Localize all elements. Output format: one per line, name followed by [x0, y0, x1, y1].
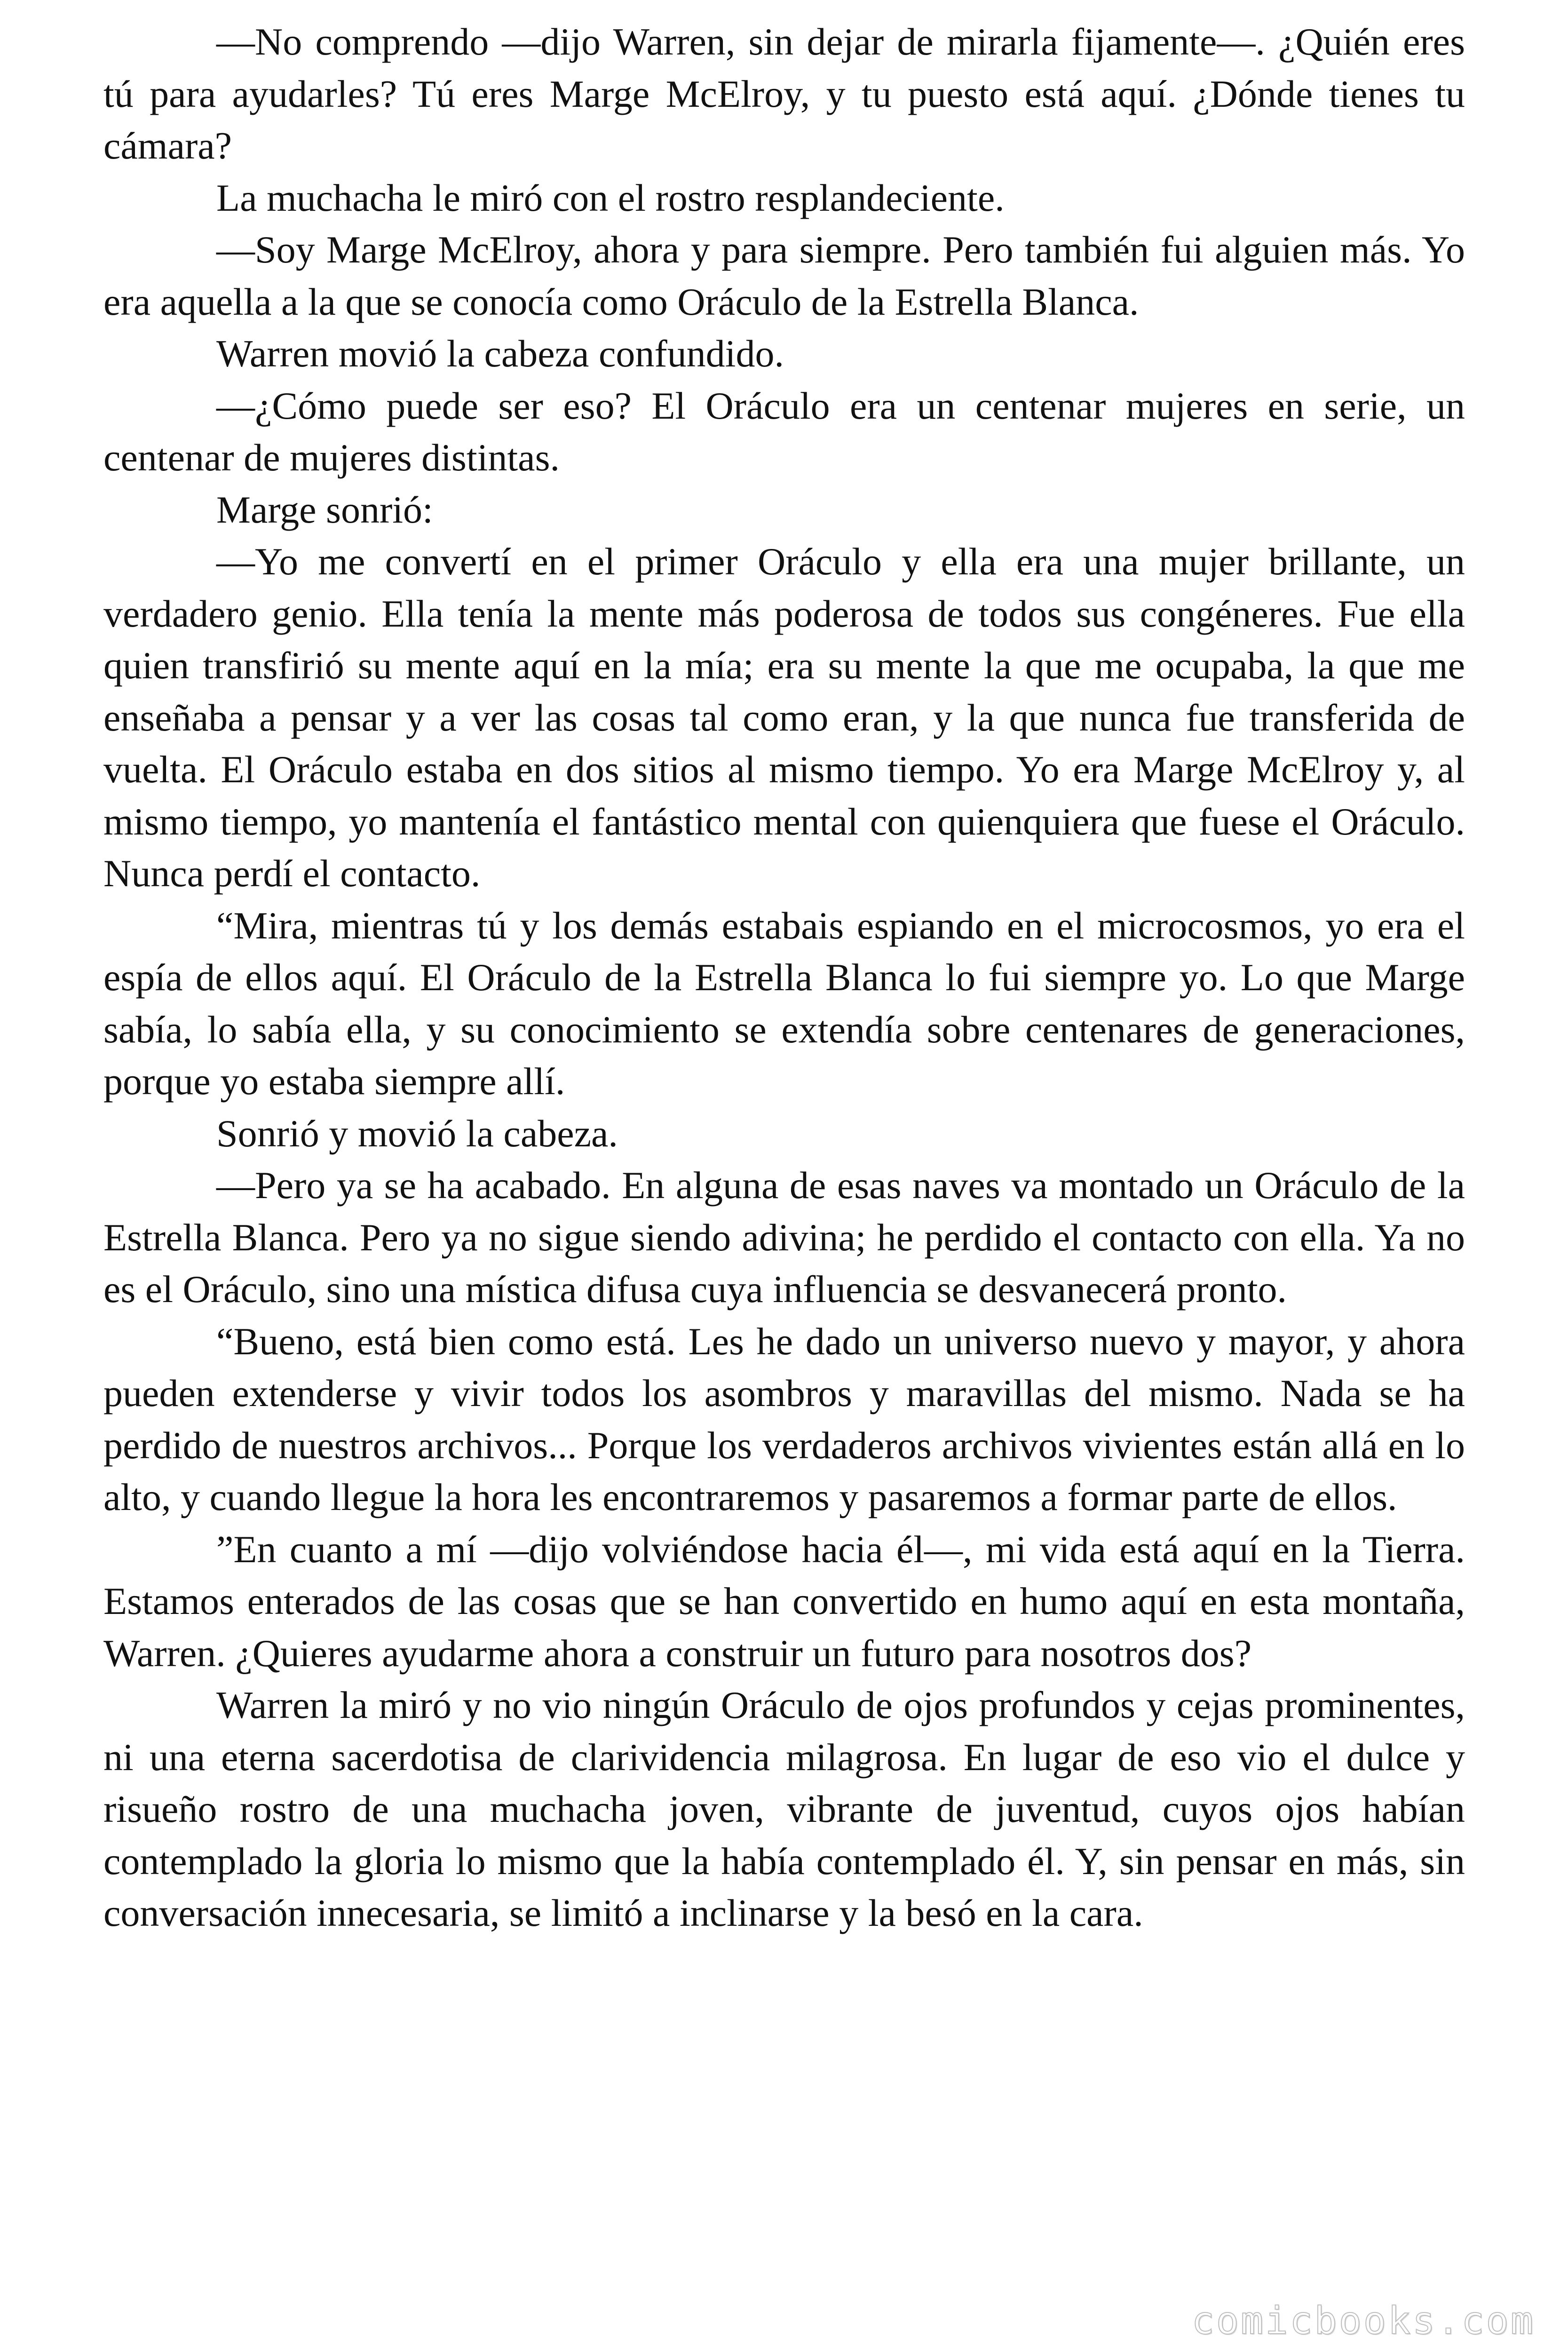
- paragraph: “Bueno, está bien como está. Les he dado un universo nuevo y mayor, y ahora pueden extenderse y vivir todos los asombros y maravillas del mismo. Nada se ha perdido de nuestros archivos... Porque los verdaderos archivos vivientes están allá en lo alto, y cuando llegue la hora les encontraremos y pasaremos a formar parte de ellos.: [103, 1319, 1465, 1518]
- paragraph: —Pero ya se ha acabado. En alguna de esas naves va montado un Oráculo de la Estrella Blanca. Pero ya no sigue siendo adivina; he perdido el contacto con ella. Ya no es el Oráculo, sino una mística difusa cuya influencia se desvanecerá pronto.: [103, 1164, 1465, 1311]
- paragraph: —Yo me convertí en el primer Oráculo y ella era una mujer brillante, un verdadero genio. Ella tenía la mente más poderosa de todos sus congéneres. Fue ella quien transfirió su mente aquí en la mía; era su mente la que me ocupaba, la que me enseñaba a pensar y a ver las cosas tal como eran, y la que nunca fue transferida de vuelta. El Oráculo estaba en dos sitios al mismo tiempo. Yo era Marge McElroy y, al mismo tiempo, yo mantenía el fantástico mental con quienquiera que fuese el Oráculo. Nunca perdí el contacto.: [103, 540, 1465, 895]
- paragraph: Warren la miró y no vio ningún Oráculo de ojos profundos y cejas prominentes, ni una eterna sacerdotisa de clarividencia milagrosa. En lugar de eso vio el dulce y risueño rostro de una muchacha joven, vibrante de juventud, cuyos ojos habían contemplado la gloria lo mismo que la había contemplado él. Y, sin pensar en más, sin conversación innecesaria, se limitó a inclinarse y la besó en la cara.: [103, 1684, 1465, 1934]
- paragraph: —Soy Marge McElroy, ahora y para siempre. Pero también fui alguien más. Yo era aquella a la que se conocía como Oráculo de la Estrella Blanca.: [103, 228, 1465, 323]
- paragraph: “Mira, mientras tú y los demás estabais espiando en el microcosmos, yo era el espía de ellos aquí. El Oráculo de la Estrella Blanca lo fui siempre yo. Lo que Marge sabía, lo sabía ella, y su conocimiento se extendía sobre centenares de generaciones, porque yo estaba siempre allí.: [103, 904, 1465, 1103]
- paragraph: Sonrió y movió la cabeza.: [216, 1112, 618, 1155]
- paragraph: —¿Cómo puede ser eso? El Oráculo era un centenar mujeres en serie, un centenar de mujeres distintas.: [103, 384, 1465, 479]
- body-text: [103, 16, 1465, 1939]
- paragraph: Marge sonrió:: [216, 488, 433, 531]
- paragraph: —No comprendo —dijo Warren, sin dejar de mirarla fijamente—. ¿Quién eres tú para ayudarles? Tú eres Marge McElroy, y tu puesto está aquí. ¿Dónde tienes tu cámara?: [103, 20, 1465, 167]
- paragraph: La muchacha le miró con el rostro resplandeciente.: [216, 176, 1005, 219]
- paragraph: ”En cuanto a mí —dijo volviéndose hacia él—, mi vida está aquí en la Tierra. Estamos enterados de las cosas que se han convertido en humo aquí en esta montaña, Warren. ¿Quieres ayudarme ahora a construir un futuro para nosotros dos?: [103, 1527, 1465, 1675]
- paragraph: Warren movió la cabeza confundido.: [216, 332, 784, 375]
- watermark: comicbooks.com: [1191, 2299, 1535, 2343]
